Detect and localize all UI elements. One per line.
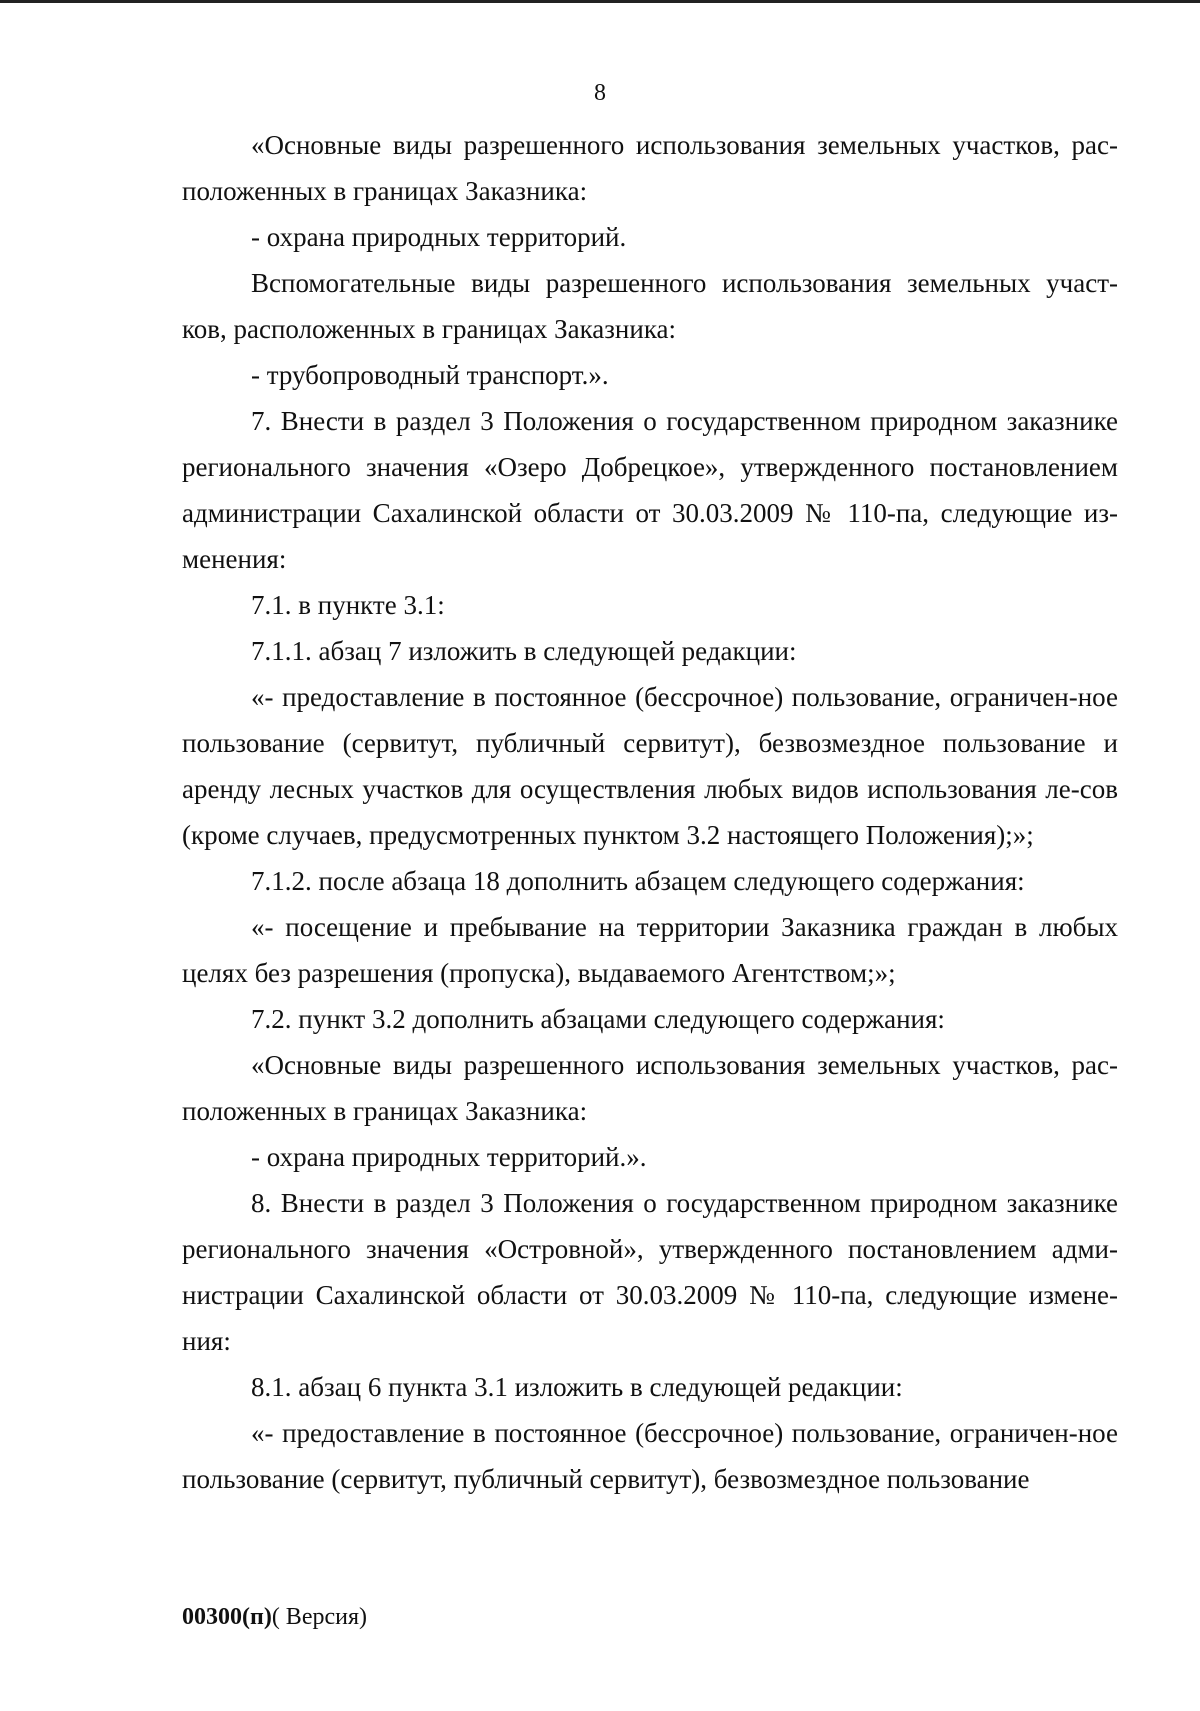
- paragraph: 7.1.2. после абзаца 18 дополнить абзацем следующего содержания:: [251, 866, 1025, 896]
- paragraph: «- предоставление в постоянное (бессрочное) пользование, ограничен-ное пользование (сервитут, публичный сервитут), безвозмездное пользование: [182, 1418, 1118, 1494]
- paragraph: - охрана природных территорий.».: [251, 1142, 647, 1172]
- paragraph: 7.1. в пункте 3.1:: [251, 590, 445, 620]
- paragraph: «Основные виды разрешенного использования земельных участков, рас-положенных в границах Заказника:: [182, 130, 1118, 206]
- paragraph: 8.1. абзац 6 пункта 3.1 изложить в следующей редакции:: [251, 1372, 903, 1402]
- document-version: ( Версия): [271, 1604, 367, 1630]
- paragraph: 7.2. пункт 3.2 дополнить абзацами следующего содержания:: [251, 1004, 945, 1034]
- paragraph: «- посещение и пребывание на территории Заказника граждан в любых целях без разрешения (пропуска), выдаваемого Агентством;»;: [182, 912, 1118, 988]
- page-number: 8: [594, 80, 606, 106]
- paragraph: - трубопроводный транспорт.».: [251, 360, 609, 390]
- paragraph: Вспомогательные виды разрешенного использования земельных участ-ков, расположенных в границах Заказника:: [182, 268, 1118, 344]
- paragraph: 7. Внести в раздел 3 Положения о государственном природном заказнике регионального значения «Озеро Добрецкое», утвержденного постановлением администрации Сахалинской области от 30.03.2009 № 110-па, следующие из-менения:: [182, 406, 1118, 574]
- paragraph: - охрана природных территорий.: [251, 222, 627, 252]
- paragraph: «Основные виды разрешенного использования земельных участков, рас-положенных в границах Заказника:: [182, 1050, 1118, 1126]
- document-code: 00300(п): [182, 1604, 272, 1630]
- document-footer: [182, 1602, 367, 1632]
- paragraph: «- предоставление в постоянное (бессрочное) пользование, ограничен-ное пользование (сервитут, публичный сервитут), безвозмездное пользование и аренду лесных участков для осуществления любых видов использования ле-сов (кроме случаев, предусмотренных пунктом 3.2 настоящего Положения);»;: [182, 682, 1118, 850]
- paragraph: 7.1.1. абзац 7 изложить в следующей редакции:: [251, 636, 797, 666]
- top-scan-border: [0, 0, 1200, 3]
- paragraph: 8. Внести в раздел 3 Положения о государственном природном заказнике регионального значения «Островной», утвержденного постановлением адми-нистрации Сахалинской области от 30.03.2009 № 110-па, следующие измене-ния:: [182, 1188, 1118, 1356]
- document-body: [182, 122, 1118, 1502]
